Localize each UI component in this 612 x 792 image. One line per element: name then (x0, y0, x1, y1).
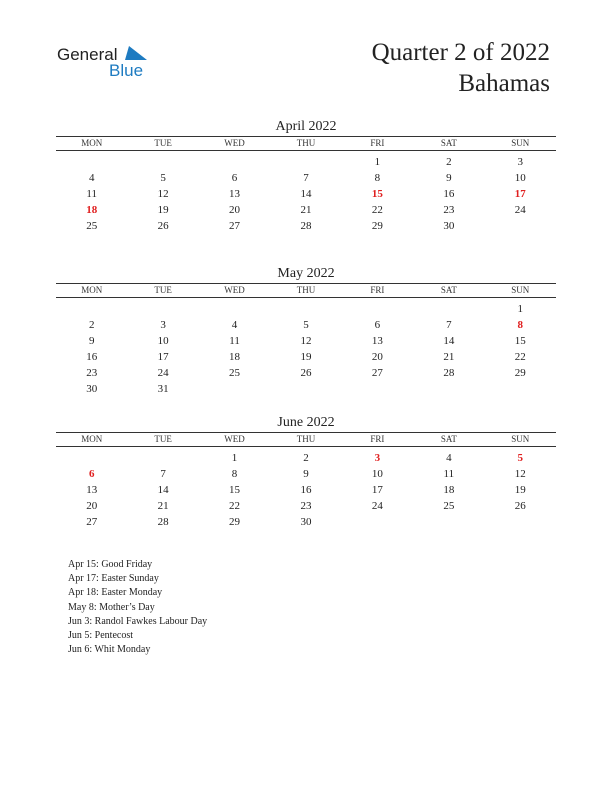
weekday-label: SAT (440, 434, 457, 444)
day-cell: 9 (88, 335, 95, 347)
weekday-label: THU (296, 138, 316, 148)
day-cell: 15 (229, 484, 241, 496)
day-cell: 29 (514, 367, 526, 379)
day-cell (127, 154, 198, 170)
day-cell: 21 (443, 351, 455, 363)
month-calendar (56, 264, 556, 397)
day-cell: 14 (443, 335, 455, 347)
day-cell (485, 218, 556, 234)
logo (57, 43, 157, 83)
day-cell: 16 (443, 188, 455, 200)
weekday-label: THU (296, 285, 316, 295)
day-cell: 12 (157, 188, 169, 200)
day-cell: 18 (229, 351, 241, 363)
day-cell: 15 (514, 335, 526, 347)
day-cell: 16 (300, 484, 312, 496)
quarter-title: Quarter 2 of 2022 (371, 39, 550, 66)
day-cell: 26 (514, 500, 526, 512)
week-row (56, 317, 556, 333)
day-cell: 19 (157, 204, 169, 216)
day-cell: 22 (229, 500, 241, 512)
weekday-label: SAT (440, 138, 457, 148)
day-cell: 30 (86, 383, 98, 395)
day-cell: 6 (231, 172, 238, 184)
weekday-label: SUN (511, 138, 530, 148)
day-cell (199, 301, 270, 317)
day-cell: 23 (443, 204, 455, 216)
week-row (56, 498, 556, 514)
weekday-label: SUN (511, 285, 530, 295)
day-cell: 10 (371, 468, 383, 480)
day-cell (270, 381, 341, 397)
day-cell (342, 514, 413, 530)
day-cell (127, 301, 198, 317)
month-title: June 2022 (277, 415, 335, 430)
day-cell: 21 (157, 500, 169, 512)
holiday-entry: Apr 15: Good Friday (68, 559, 153, 570)
day-cell: 13 (371, 335, 383, 347)
holiday-day-cell: 5 (517, 452, 523, 464)
day-cell: 30 (443, 220, 455, 232)
week-row (56, 466, 556, 482)
holiday-entry: Apr 17: Easter Sunday (68, 573, 159, 585)
day-cell: 27 (86, 516, 98, 528)
day-cell (342, 381, 413, 397)
day-cell: 3 (517, 156, 523, 168)
week-row (56, 186, 556, 202)
day-cell: 11 (229, 335, 240, 347)
week-row (56, 381, 556, 397)
day-cell (413, 514, 484, 530)
week-row (56, 218, 556, 234)
day-cell: 22 (371, 204, 383, 216)
day-cell: 16 (86, 351, 98, 363)
day-cell (199, 381, 270, 397)
weekday-label: WED (224, 434, 245, 444)
month-calendar (56, 413, 556, 530)
weekday-label: WED (224, 285, 245, 295)
day-cell: 31 (157, 383, 169, 395)
day-cell (413, 301, 484, 317)
day-cell (270, 301, 341, 317)
week-row (56, 482, 556, 498)
day-cell: 7 (303, 172, 309, 184)
page-title (372, 37, 550, 99)
holiday-entry: Jun 5: Pentecost (68, 630, 133, 642)
day-cell: 12 (300, 335, 312, 347)
day-cell: 7 (160, 468, 166, 480)
day-cell (199, 154, 270, 170)
weekday-label: THU (296, 434, 316, 444)
day-cell: 10 (514, 172, 526, 184)
weekday-label: WED (224, 138, 245, 148)
week-row (56, 514, 556, 530)
week-row (56, 154, 556, 170)
weekday-label: TUE (154, 285, 172, 295)
holiday-day-cell: 17 (514, 188, 526, 200)
day-cell: 24 (157, 367, 169, 379)
day-cell: 27 (371, 367, 383, 379)
day-cell: 2 (88, 319, 95, 331)
day-cell: 2 (303, 452, 309, 464)
day-cell (342, 301, 413, 317)
day-cell: 20 (229, 204, 241, 216)
day-cell: 26 (300, 367, 312, 379)
day-cell: 2 (446, 156, 452, 168)
holiday-entry: Jun 6: Whit Monday (68, 644, 151, 656)
holiday-day-cell: 8 (517, 319, 523, 331)
month-title: April 2022 (275, 119, 337, 134)
day-cell: 17 (157, 351, 169, 363)
holiday-list (68, 558, 207, 657)
day-cell: 1 (231, 452, 238, 464)
day-cell: 28 (157, 516, 169, 528)
logo-triangle-icon (125, 46, 147, 60)
day-cell: 3 (160, 319, 166, 331)
day-cell: 5 (303, 319, 309, 331)
month-calendar (56, 117, 556, 234)
weekday-header (56, 283, 556, 298)
day-cell: 19 (300, 351, 312, 363)
day-cell: 14 (157, 484, 169, 496)
day-cell: 20 (371, 351, 383, 363)
holiday-day-cell: 15 (371, 188, 383, 200)
day-cell: 25 (443, 500, 455, 512)
weekday-label: FRI (370, 285, 385, 295)
day-cell: 1 (374, 156, 381, 168)
weekday-header (56, 136, 556, 151)
week-row (56, 450, 556, 466)
weekday-label: MON (81, 138, 103, 148)
day-cell (127, 450, 198, 466)
weekday-header (56, 432, 556, 447)
week-row (56, 202, 556, 218)
holiday-day-cell: 6 (88, 468, 95, 480)
holiday-entry: Apr 18: Easter Monday (68, 587, 163, 599)
day-cell: 23 (86, 367, 98, 379)
day-cell: 8 (231, 468, 238, 480)
holiday-entry: Jun 3: Randol Fawkes Labour Day (68, 615, 208, 627)
weekday-label: TUE (154, 434, 172, 444)
day-cell: 5 (160, 172, 166, 184)
day-cell (413, 381, 484, 397)
day-cell (56, 450, 127, 466)
holiday-day-cell: 18 (86, 204, 98, 216)
holiday-day-cell: 3 (374, 452, 381, 464)
day-cell: 27 (229, 220, 241, 232)
day-cell: 6 (374, 319, 381, 331)
day-cell: 25 (86, 220, 98, 232)
week-row (56, 349, 556, 365)
day-cell: 13 (86, 484, 98, 496)
weekday-label: FRI (370, 434, 385, 444)
day-cell: 12 (514, 468, 526, 480)
day-cell: 4 (231, 319, 238, 331)
weekday-label: SUN (511, 434, 530, 444)
weekday-label: TUE (154, 138, 172, 148)
day-cell: 21 (300, 204, 312, 216)
weekday-label: MON (81, 285, 103, 295)
day-cell: 4 (446, 452, 452, 464)
day-cell: 19 (514, 484, 526, 496)
country-title: Bahamas (458, 70, 550, 97)
week-row (56, 170, 556, 186)
day-cell: 11 (86, 188, 97, 200)
logo-text-blue: Blue (109, 61, 144, 80)
weekday-label: FRI (370, 138, 385, 148)
day-cell: 29 (229, 516, 241, 528)
day-cell: 4 (88, 172, 95, 184)
day-cell: 24 (371, 500, 383, 512)
day-cell (56, 154, 127, 170)
day-cell: 26 (157, 220, 169, 232)
day-cell: 9 (303, 468, 309, 480)
day-cell (270, 154, 341, 170)
day-cell (485, 514, 556, 530)
weekday-label: SAT (440, 285, 457, 295)
holiday-entry: May 8: Mother’s Day (68, 601, 155, 613)
day-cell: 1 (517, 303, 523, 315)
day-cell: 25 (229, 367, 241, 379)
day-cell: 22 (514, 351, 526, 363)
day-cell: 29 (371, 220, 383, 232)
day-cell: 11 (443, 468, 455, 480)
week-row (56, 333, 556, 349)
day-cell: 8 (374, 172, 381, 184)
day-cell (56, 301, 127, 317)
day-cell: 23 (300, 500, 312, 512)
logo-text-general: General (57, 45, 118, 64)
day-cell (485, 381, 556, 397)
day-cell: 18 (443, 484, 455, 496)
day-cell: 17 (371, 484, 383, 496)
day-cell: 10 (157, 335, 169, 347)
day-cell: 20 (86, 500, 98, 512)
week-row (56, 365, 556, 381)
day-cell: 24 (514, 204, 526, 216)
day-cell: 7 (446, 319, 452, 331)
day-cell: 28 (443, 367, 455, 379)
weekday-label: MON (81, 434, 103, 444)
week-row (56, 301, 556, 317)
day-cell: 9 (446, 172, 452, 184)
day-cell: 30 (300, 516, 312, 528)
day-cell: 14 (300, 188, 312, 200)
day-cell: 13 (229, 188, 241, 200)
day-cell: 28 (300, 220, 312, 232)
month-title: May 2022 (277, 266, 335, 281)
